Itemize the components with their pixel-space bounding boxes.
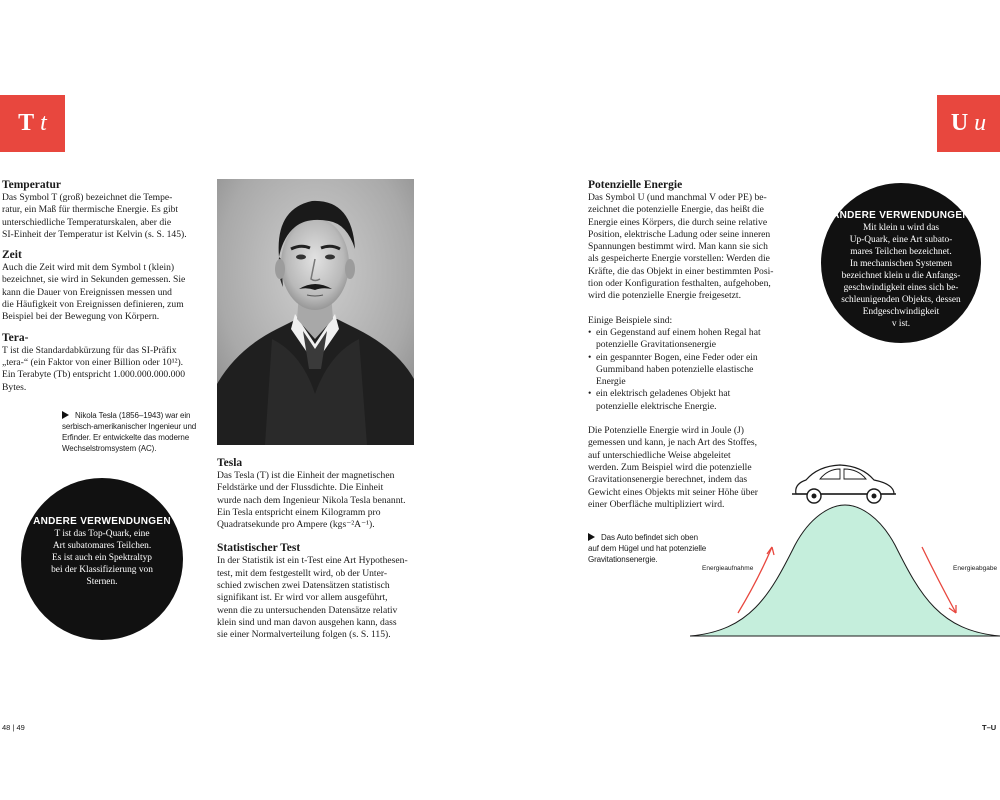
examples-intro: Einige Beispiele sind: bbox=[588, 314, 673, 326]
letter-upper-t: T bbox=[18, 110, 35, 136]
zeit-line: bezeichnet, sie wird in Sekunden gemessen. Sie bbox=[2, 274, 186, 286]
circle-line: v ist. bbox=[891, 319, 911, 329]
closing-line: auf unterschiedliche Weise abgeleitet bbox=[588, 449, 731, 461]
circle-line: Sternen. bbox=[86, 577, 118, 587]
letter-upper-u: U bbox=[950, 110, 969, 136]
closing-line: Gewicht eines Objekts mit seiner Höhe über bbox=[588, 486, 758, 498]
tera-line: T ist die Standardabkürzung für das SI-Präfix bbox=[2, 344, 177, 356]
circle-heading: ANDERE VERWENDUNGEN bbox=[832, 210, 970, 221]
caption-line: Erfinder. Er entwickelte das moderne bbox=[62, 433, 190, 442]
closing-line: Gravitationsenergie berechnet, indem das bbox=[588, 474, 748, 486]
temperatur-line: Das Symbol T (groß) bezeichnet die Tempe- bbox=[2, 192, 173, 203]
caption-line: Wechselstromsystem (AC). bbox=[62, 444, 157, 453]
example-line: potenzielle elektrische Energie. bbox=[596, 400, 717, 412]
closing-line: werden. Zum Beispiel wird die potenzielle bbox=[588, 461, 752, 473]
stat-test-title: Statistischer Test bbox=[217, 542, 301, 555]
circle-line: Up-Quark, eine Art subato- bbox=[849, 235, 953, 245]
example-line: Gummiband haben potenzielle elastische bbox=[596, 363, 754, 375]
circle-line: Art subatomares Teilchen. bbox=[52, 541, 152, 551]
letter-header-u bbox=[937, 95, 1000, 152]
example-item bbox=[596, 388, 798, 413]
examples-list bbox=[588, 327, 798, 413]
stat-test-line: klein sind und man davon ausgehen kann, dass bbox=[217, 616, 397, 628]
caption-line: Das Auto befindet sich oben bbox=[601, 533, 698, 542]
page-range-label: T–U bbox=[982, 723, 997, 732]
tesla-body bbox=[217, 470, 422, 531]
zeit-line: die Häufigkeit von Ereignissen definieren, zum bbox=[2, 299, 184, 311]
circle-line: mares Teilchen bezeichnet. bbox=[850, 247, 952, 257]
potenzielle-line: Energie eines Körpers, die durch seine relative bbox=[588, 216, 768, 228]
circle-line: geschwindigkeit eines sich be- bbox=[843, 283, 959, 293]
example-line: • ein elektrisch geladenes Objekt hat bbox=[596, 388, 731, 400]
tesla-line: Feldstärke und der Flussdichte. Die Einheit bbox=[217, 482, 384, 494]
example-line: potenzielle Gravitationsenergie bbox=[596, 339, 716, 351]
zeit-title: Zeit bbox=[2, 249, 22, 262]
circle-line: T ist das Top-Quark, eine bbox=[54, 529, 150, 539]
stat-test-line: signifikant ist. Er wird vor allem ausgeführt, bbox=[217, 592, 388, 604]
example-item bbox=[596, 327, 798, 352]
stat-test-line: schied zwischen zwei Datensätzen statistisch bbox=[217, 580, 390, 592]
stat-test-line: In der Statistik ist ein t-Test eine Art Hypothesen- bbox=[217, 555, 408, 567]
stat-test-line: test, mit dem festgestellt wird, ob der Unter- bbox=[217, 567, 388, 579]
tera-title: Tera- bbox=[2, 331, 29, 344]
portrait-svg bbox=[217, 179, 414, 445]
stat-test-body bbox=[217, 555, 422, 641]
temperatur-line: SI-Einheit der Temperatur ist Kelvin (s. S. 145). bbox=[2, 228, 187, 240]
closing-line: einer Oberfläche multipliziert wird. bbox=[588, 498, 725, 510]
circle-line: bei der Klassifizierung von bbox=[51, 565, 153, 575]
temperatur-body bbox=[2, 192, 207, 241]
tesla-photo-caption bbox=[62, 410, 212, 454]
circle-line: Es ist auch ein Spektraltyp bbox=[52, 553, 152, 563]
tesla-line: wurde nach dem Ingenieur Nikola Tesla benannt. bbox=[217, 494, 406, 506]
tesla-portrait-image bbox=[217, 179, 414, 445]
zeit-line: Auch die Zeit wird mit dem Symbol t (klein) bbox=[2, 262, 175, 274]
caption-pointer-icon bbox=[62, 411, 69, 419]
tesla-line: Ein Tesla entspricht einem Kilogramm pro bbox=[217, 506, 381, 518]
potential-energy-diagram bbox=[690, 455, 1000, 650]
circle-line: schleunigenden Objekts, dessen bbox=[841, 295, 961, 305]
potenzielle-line: als gespeicherte Energie vorstellen: Werden die bbox=[588, 253, 770, 265]
potenzielle-line: wird die potenzielle Energie freigesetzt. bbox=[588, 290, 741, 302]
circle-heading: ANDERE VERWENDUNGEN bbox=[33, 516, 171, 527]
potenzielle-line: Das Symbol U (und manchmal V oder PE) be- bbox=[588, 192, 767, 203]
circle-line: bezeichnet klein u die Anfangs- bbox=[841, 271, 961, 281]
other-uses-circle-left bbox=[21, 478, 183, 640]
letter-lower-t: t bbox=[40, 110, 47, 136]
energy-out-label: Energieabgabe bbox=[953, 565, 998, 572]
caption-line: auf dem Hügel und hat potenzielle bbox=[588, 544, 707, 553]
zeit-line: kann die Dauer von Ereignissen messen und bbox=[2, 286, 172, 298]
zeit-body bbox=[2, 262, 207, 323]
tesla-line: Das Tesla (T) ist die Einheit der magnetischen bbox=[217, 470, 395, 481]
tera-line: Bytes. bbox=[2, 381, 27, 393]
caption-line: Gravitationsenergie. bbox=[588, 555, 658, 564]
caption-line: serbisch-amerikanischer Ingenieur und bbox=[62, 422, 197, 431]
tera-line: „tera-“ (ein Faktor von einer Billion oder 10¹²). bbox=[2, 356, 184, 368]
other-uses-circle-right bbox=[821, 183, 981, 343]
potenzielle-line: Spannungen bestimmt wird. Man kann sie sich bbox=[588, 241, 768, 253]
potenzielle-line: Position, elektrische Ladung oder seine inneren bbox=[588, 228, 771, 240]
stat-test-line: wenn die zu untersuchenden Datensätze relativ bbox=[217, 604, 398, 616]
letter-lower-u: u bbox=[974, 110, 987, 136]
potenzielle-line: zeichnet die potenzielle Energie, das heißt die bbox=[588, 204, 764, 216]
potenzielle-body bbox=[588, 192, 798, 303]
closing-line: Die Potenzielle Energie wird in Joule (J) bbox=[588, 425, 744, 437]
tera-line: Ein Terabyte (Tb) entspricht 1.000.000.000.000 bbox=[2, 369, 185, 381]
example-line: • ein gespannter Bogen, eine Feder oder ein bbox=[596, 351, 758, 363]
temperatur-line: ratur, ein Maß für thermische Energie. Es gibt bbox=[2, 204, 179, 216]
potenzielle-title: Potenzielle Energie bbox=[588, 179, 683, 191]
letter-header-t bbox=[0, 95, 65, 152]
circle-line: In mechanischen Systemen bbox=[849, 259, 953, 269]
tesla-title: Tesla bbox=[217, 457, 243, 469]
temperatur-title: Temperatur bbox=[2, 179, 61, 191]
tera-body bbox=[2, 345, 207, 394]
left-column bbox=[2, 178, 207, 394]
stat-test-line: sie einer Normalverteilung folgen (s. S. 115). bbox=[217, 629, 391, 641]
tesla-line: Quadratsekunde pro Ampere (kgs⁻²A⁻¹). bbox=[217, 519, 375, 531]
example-line: Energie bbox=[596, 376, 626, 388]
energy-in-label: Energieaufnahme bbox=[702, 565, 754, 572]
middle-column bbox=[217, 456, 422, 642]
caption-pointer-icon bbox=[588, 533, 595, 541]
circle-line: Mit klein u wird das bbox=[862, 223, 940, 233]
zeit-line: Beispiel bei der Bewegung von Körpern. bbox=[2, 311, 160, 323]
closing-line: gemessen und kann, je nach Art des Stoffes, bbox=[588, 437, 758, 449]
circle-line: Endgeschwindigkeit bbox=[862, 307, 940, 317]
caption-line: Nikola Tesla (1856–1943) war ein bbox=[75, 411, 191, 420]
page-numbers: 48 | 49 bbox=[2, 723, 25, 732]
potenzielle-line: tion oder Konfiguration festhalten, aufgehoben, bbox=[588, 278, 771, 290]
car-icon bbox=[792, 465, 896, 503]
example-item bbox=[596, 352, 798, 389]
potenzielle-line: Kräfte, die das Objekt in einer bestimmten Posi- bbox=[588, 265, 774, 277]
example-line: • ein Gegenstand auf einem hohen Regal hat bbox=[596, 326, 761, 338]
temperatur-line: unterschiedliche Temperaturskalen, aber die bbox=[2, 216, 172, 228]
